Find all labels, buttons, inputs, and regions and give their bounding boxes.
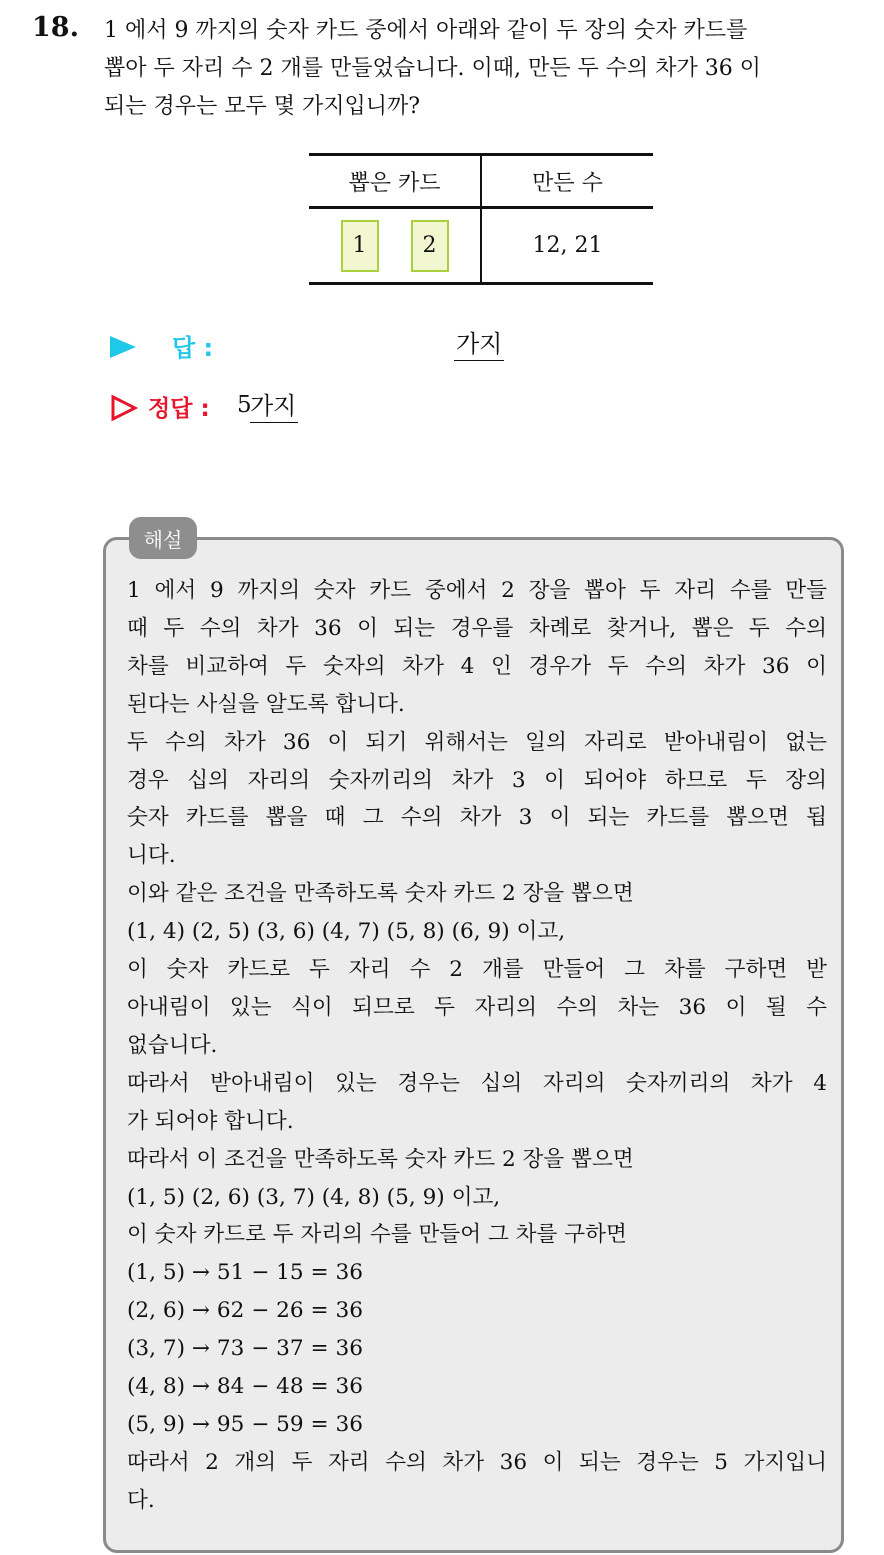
explanation-line: 따라서 받아내림이 있는 경우는 십의 자리의 숫자끼리의 차가 4 <box>127 1070 827 1096</box>
correct-answer-label: 정답 : <box>148 396 210 422</box>
explanation-line: (4, 8) → 84 − 48 = 36 <box>127 1374 363 1400</box>
explanation-line: 차를 비교하여 두 숫자의 차가 4 인 경우가 두 수의 차가 36 이 <box>127 653 827 679</box>
number-card: 2 <box>411 220 449 272</box>
explanation-line: 니다. <box>127 843 176 869</box>
question-text <box>104 12 864 126</box>
explanation-tag: 해설 <box>129 517 197 559</box>
explanation-line: (1, 4) (2, 5) (3, 6) (4, 7) (5, 8) (6, 9) 이고, <box>127 919 566 945</box>
correct-answer-number: 5 <box>237 392 252 418</box>
header-picked-cards: 뽑은 카드 <box>309 156 482 206</box>
explanation-line: 때 두 수의 차가 36 이 되는 경우를 차례로 찾거나, 뽑은 두 수의 <box>127 615 827 641</box>
explanation-line: 따라서 이 조건을 만족하도록 숫자 카드 2 장을 뽑으면 <box>127 1146 634 1172</box>
explanation-line: (1, 5) → 51 − 15 = 36 <box>127 1260 363 1286</box>
explanation-line: 가 되어야 합니다. <box>127 1108 294 1134</box>
question-line: 뽑아 두 자리 수 2 개를 만들었습니다. 이때, 만든 두 수의 차가 36 이 <box>104 56 761 81</box>
question-number: 18. <box>32 12 79 43</box>
explanation-line: (2, 6) → 62 − 26 = 36 <box>127 1298 363 1324</box>
play-icon <box>110 336 136 358</box>
explanation-line: 다. <box>127 1487 155 1513</box>
correct-answer-unit: 가지 <box>250 390 298 423</box>
explanation-line: 없습니다. <box>127 1032 218 1058</box>
question-line: 1 에서 9 까지의 숫자 카드 중에서 아래와 같이 두 장의 숫자 카드를 <box>104 18 748 43</box>
picked-cards-cell <box>309 209 482 282</box>
explanation-line: 아내림이 있는 식이 되므로 두 자리의 수의 차는 36 이 될 수 <box>127 994 827 1020</box>
explanation-text <box>127 572 827 1520</box>
explanation-line: (3, 7) → 73 − 37 = 36 <box>127 1336 363 1362</box>
answer-row <box>110 326 630 366</box>
explanation-line: 1 에서 9 까지의 숫자 카드 중에서 2 장을 뽑아 두 자리 수를 만들 <box>127 578 827 603</box>
table-header-row <box>309 156 653 209</box>
outline-play-icon <box>110 394 138 422</box>
explanation-line: 된다는 사실을 알도록 합니다. <box>127 691 405 717</box>
explanation-line: 경우 십의 자리의 숫자끼리의 차가 3 이 되어야 하므로 두 장의 <box>127 767 827 793</box>
answer-unit: 가지 <box>454 328 504 361</box>
correct-answer-row <box>110 388 630 428</box>
card-table <box>309 153 653 285</box>
explanation-line: 숫자 카드를 뽑을 때 그 수의 차가 3 이 되는 카드를 뽑으면 됩 <box>127 805 827 831</box>
answer-label: 답 : <box>172 334 214 362</box>
header-made-numbers: 만든 수 <box>532 170 603 196</box>
table-row <box>309 209 653 282</box>
explanation-line: 두 수의 차가 36 이 되기 위해서는 일의 자리로 받아내림이 없는 <box>127 729 827 755</box>
explanation-line: 이와 같은 조건을 만족하도록 숫자 카드 2 장을 뽑으면 <box>127 881 634 907</box>
number-card: 1 <box>341 220 379 272</box>
explanation-line: (5, 9) → 95 − 59 = 36 <box>127 1411 363 1437</box>
explanation-line: 이 숫자 카드로 두 자리 수 2 개를 만들어 그 차를 구하면 받 <box>127 957 827 983</box>
question-line: 되는 경우는 모두 몇 가지입니까? <box>104 94 421 119</box>
made-numbers-cell: 12, 21 <box>532 233 603 258</box>
explanation-line: (1, 5) (2, 6) (3, 7) (4, 8) (5, 9) 이고, <box>127 1184 501 1210</box>
explanation-line: 이 숫자 카드로 두 자리의 수를 만들어 그 차를 구하면 <box>127 1222 627 1248</box>
explanation-line: 따라서 2 개의 두 자리 수의 차가 36 이 되는 경우는 5 가지입니 <box>127 1449 828 1475</box>
